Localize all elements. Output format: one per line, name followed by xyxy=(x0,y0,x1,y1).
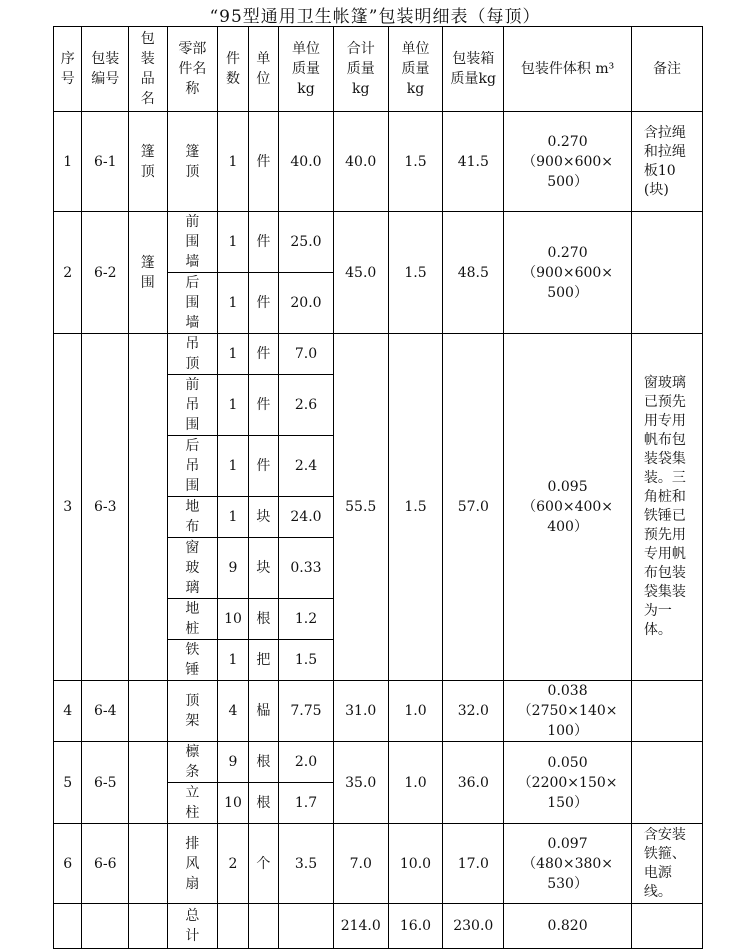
table-row xyxy=(54,742,703,783)
cell-count-text: 9 xyxy=(228,560,238,576)
cell-seq xyxy=(54,742,82,824)
cell-unit-text: 个 xyxy=(256,855,271,872)
cell-total-mass xyxy=(333,212,388,334)
cell-part-text: 后围墙 xyxy=(185,275,200,331)
cell-part xyxy=(167,375,218,436)
cell-count xyxy=(218,112,248,212)
cell-count xyxy=(218,783,248,824)
cell-part-text: 篷顶 xyxy=(185,143,200,180)
cell-product xyxy=(129,212,168,334)
cell-total-mass-text: 35.0 xyxy=(345,774,377,791)
summary-box-mass-text: 230.0 xyxy=(453,918,494,934)
cell-box-mass-text: 48.5 xyxy=(457,264,489,281)
cell-unit-mass-2-text: 1.5 xyxy=(404,499,427,515)
cell-part-text: 后吊围 xyxy=(185,438,200,494)
cell-code xyxy=(82,681,129,742)
cell-seq-text: 2 xyxy=(63,264,73,281)
header-count: 件数 xyxy=(218,27,248,112)
header-row xyxy=(54,27,703,112)
cell-total-mass-text: 40.0 xyxy=(345,153,377,170)
cell-unit-mass-2-text: 1.5 xyxy=(404,264,427,281)
cell-note xyxy=(631,681,702,742)
summary-label-text: 总计 xyxy=(185,908,200,944)
cell-unit xyxy=(248,497,278,538)
cell-product xyxy=(129,112,168,212)
cell-unit-mass-2 xyxy=(388,681,443,742)
cell-seq-text: 4 xyxy=(63,703,73,719)
cell-unit-mass-2 xyxy=(388,824,443,904)
cell-part xyxy=(167,599,218,640)
cell-code-text: 6-4 xyxy=(93,703,117,719)
cell-seq xyxy=(54,681,82,742)
cell-unit-mass-2 xyxy=(388,742,443,824)
cell-unit-mass xyxy=(279,824,334,904)
cell-part-text: 地桩 xyxy=(185,601,200,637)
cell-count-text: 4 xyxy=(228,703,238,719)
cell-part xyxy=(167,640,218,681)
cell-unit-text: 块 xyxy=(256,560,271,576)
cell-part xyxy=(167,112,218,212)
cell-unit-text: 件 xyxy=(256,234,271,250)
cell-count-text: 2 xyxy=(228,855,238,872)
cell-code-text: 6-5 xyxy=(93,774,117,791)
header-unit-mass: 单位质量kg xyxy=(279,27,334,112)
cell-unit-text: 榀 xyxy=(256,703,271,719)
cell-unit-mass xyxy=(279,742,334,783)
cell-count xyxy=(218,538,248,599)
cell-part xyxy=(167,783,218,824)
cell-part xyxy=(167,742,218,783)
summary-unit-mass-2-text: 16.0 xyxy=(399,918,432,934)
cell-count xyxy=(218,681,248,742)
header-unit: 单位 xyxy=(248,27,278,112)
cell-unit-mass-text: 25.0 xyxy=(290,234,322,250)
cell-unit-mass xyxy=(279,681,334,742)
summary-volume xyxy=(504,904,632,949)
cell-count xyxy=(218,212,248,273)
cell-count-text: 1 xyxy=(228,346,238,362)
cell-unit-text: 块 xyxy=(256,509,271,525)
cell-part-text: 前围墙 xyxy=(185,214,200,270)
cell-unit xyxy=(248,824,278,904)
cell-unit-mass xyxy=(279,538,334,599)
cell-note xyxy=(631,212,702,334)
cell-unit xyxy=(248,783,278,824)
cell-total-mass-text: 7.0 xyxy=(349,855,372,872)
cell-count-text: 10 xyxy=(224,611,242,627)
cell-code-text: 6-3 xyxy=(93,499,117,515)
cell-note xyxy=(631,334,702,681)
cell-product xyxy=(129,681,168,742)
cell-count-text: 1 xyxy=(228,153,238,170)
cell-box-mass xyxy=(443,334,504,681)
cell-unit-mass xyxy=(279,273,334,334)
cell-unit-mass xyxy=(279,112,334,212)
cell-box-mass xyxy=(443,824,504,904)
cell-unit-mass xyxy=(279,783,334,824)
cell-part-text: 檩条 xyxy=(185,744,200,780)
cell-unit-text: 件 xyxy=(256,295,271,311)
cell-count xyxy=(218,640,248,681)
cell-total-mass xyxy=(333,824,388,904)
cell-total-mass xyxy=(333,112,388,212)
cell-unit-mass-text: 24.0 xyxy=(290,509,322,525)
cell-volume-text: 0.050 （2200×150× 150） xyxy=(517,754,618,811)
cell-unit-mass-2-text: 1.0 xyxy=(404,774,427,791)
cell-count xyxy=(218,599,248,640)
cell-unit xyxy=(248,334,278,375)
cell-unit-mass-text: 20.0 xyxy=(290,295,322,311)
cell-seq-text: 5 xyxy=(63,774,73,791)
cell-product xyxy=(129,334,168,681)
cell-unit xyxy=(248,681,278,742)
cell-volume-text: 0.270 （900×600× 500） xyxy=(522,244,614,301)
cell-part xyxy=(167,497,218,538)
table-row xyxy=(54,824,703,904)
cell-part xyxy=(167,334,218,375)
cell-unit xyxy=(248,538,278,599)
cell-part-text: 地布 xyxy=(185,499,200,535)
cell-count xyxy=(218,742,248,783)
cell-seq xyxy=(54,212,82,334)
cell-volume xyxy=(504,112,632,212)
cell-unit xyxy=(248,375,278,436)
cell-part-text: 吊顶 xyxy=(185,336,200,372)
cell-code xyxy=(82,212,129,334)
cell-unit-text: 根 xyxy=(256,795,271,811)
cell-unit-text: 件 xyxy=(256,458,271,474)
cell-count xyxy=(218,497,248,538)
cell-code xyxy=(82,824,129,904)
summary-box-mass xyxy=(443,904,504,949)
cell-unit-mass-text: 1.2 xyxy=(294,611,318,627)
cell-count xyxy=(218,273,248,334)
cell-code-text: 6-6 xyxy=(93,855,117,872)
cell-part-text: 立柱 xyxy=(185,785,200,821)
cell-unit-mass xyxy=(279,640,334,681)
cell-count xyxy=(218,436,248,497)
cell-volume xyxy=(504,334,632,681)
cell-seq-text: 6 xyxy=(63,855,73,872)
cell-part-text: 排风扇 xyxy=(185,835,200,892)
cell-unit-mass-text: 1.7 xyxy=(294,795,318,811)
cell-unit xyxy=(248,436,278,497)
cell-unit-mass-text: 2.0 xyxy=(294,754,318,770)
summary-label xyxy=(167,904,218,949)
cell-unit-text: 根 xyxy=(256,611,271,627)
header-box-mass: 包装箱质量kg xyxy=(443,27,504,112)
cell-unit xyxy=(248,640,278,681)
cell-total-mass-text: 55.5 xyxy=(345,499,377,515)
header-volume: 包装件体积 m³ xyxy=(504,27,632,112)
cell-unit xyxy=(248,273,278,334)
cell-unit xyxy=(248,742,278,783)
cell-count-text: 1 xyxy=(228,234,238,250)
cell-count-text: 1 xyxy=(228,397,238,413)
cell-total-mass xyxy=(333,742,388,824)
cell-unit-mass xyxy=(279,212,334,273)
cell-product-text: 篷顶 xyxy=(140,143,155,180)
cell-part-text: 窗玻璃 xyxy=(185,540,200,596)
cell-part xyxy=(167,212,218,273)
cell-unit-mass xyxy=(279,334,334,375)
cell-code xyxy=(82,112,129,212)
cell-count-text: 10 xyxy=(224,795,242,811)
cell-unit-mass xyxy=(279,599,334,640)
cell-total-mass xyxy=(333,334,388,681)
cell-unit-mass-text: 2.6 xyxy=(294,397,318,413)
cell-unit-mass xyxy=(279,904,334,949)
summary-volume-text: 0.820 xyxy=(547,918,588,934)
cell-unit-mass-text: 7.0 xyxy=(294,346,318,362)
cell-unit-text: 根 xyxy=(256,754,271,770)
cell-product xyxy=(129,742,168,824)
cell-product-text: 篷围 xyxy=(140,254,155,291)
header-total-mass: 合计质量kg xyxy=(333,27,388,112)
cell-unit-mass-2 xyxy=(388,334,443,681)
cell-product xyxy=(129,824,168,904)
cell-count-text: 9 xyxy=(228,754,238,770)
cell-unit-mass-2-text: 1.5 xyxy=(404,153,427,170)
cell-box-mass-text: 57.0 xyxy=(457,499,489,515)
cell-unit-mass-2-text: 1.0 xyxy=(404,703,427,719)
cell-note xyxy=(631,742,702,824)
cell-count-text: 1 xyxy=(228,458,238,474)
cell-count xyxy=(218,375,248,436)
cell-unit-mass-text: 40.0 xyxy=(290,153,322,170)
cell-part xyxy=(167,824,218,904)
cell-product xyxy=(129,904,168,949)
cell-part xyxy=(167,436,218,497)
cell-unit-mass xyxy=(279,436,334,497)
cell-count xyxy=(218,904,248,949)
cell-box-mass xyxy=(443,112,504,212)
cell-note-text: 含安装铁箍、电源线。 xyxy=(643,826,686,900)
cell-unit xyxy=(248,212,278,273)
cell-count-text: 1 xyxy=(228,652,238,668)
cell-box-mass xyxy=(443,681,504,742)
cell-part-text: 顶架 xyxy=(185,693,200,729)
header-product: 包装品名 xyxy=(129,27,168,112)
cell-part-text: 铁锤 xyxy=(185,642,200,678)
cell-unit-text: 件 xyxy=(256,153,271,170)
cell-total-mass-text: 31.0 xyxy=(345,703,377,719)
cell-box-mass-text: 17.0 xyxy=(457,855,489,872)
cell-volume-text: 0.038 （2750×140× 100） xyxy=(517,683,618,739)
header-seq: 序号 xyxy=(54,27,82,112)
cell-unit xyxy=(248,112,278,212)
cell-part xyxy=(167,538,218,599)
cell-volume-text: 0.097 （480×380× 530） xyxy=(522,835,614,892)
cell-volume-text: 0.270 （900×600× 500） xyxy=(522,133,614,190)
cell-volume xyxy=(504,742,632,824)
cell-note-text: 窗玻璃已预先用专用帆布包装袋集装。三角桩和铁锤已预先用专用帆布包装袋集装为一体。 xyxy=(643,375,686,638)
cell-unit-mass-text: 0.33 xyxy=(290,560,322,576)
cell-unit xyxy=(248,599,278,640)
cell-box-mass-text: 41.5 xyxy=(457,153,489,170)
cell-note xyxy=(631,824,702,904)
cell-unit-mass-2 xyxy=(388,212,443,334)
cell-total-mass-text: 45.0 xyxy=(345,264,377,281)
packing-table xyxy=(53,26,703,949)
page-title: “95型通用卫生帐篷”包装明细表（每顶） xyxy=(209,7,541,27)
cell-unit-mass xyxy=(279,375,334,436)
cell-volume xyxy=(504,681,632,742)
summary-total-mass-text: 214.0 xyxy=(340,918,381,934)
summary-total-mass xyxy=(333,904,388,949)
header-unit-mass-2: 单位质量kg xyxy=(388,27,443,112)
cell-part xyxy=(167,681,218,742)
cell-unit-mass-2-text: 10.0 xyxy=(399,855,432,872)
cell-unit-mass-text: 3.5 xyxy=(294,855,318,872)
cell-volume-text: 0.095 （600×400× 400） xyxy=(522,479,614,535)
cell-unit-mass-text: 1.5 xyxy=(294,652,318,668)
cell-volume xyxy=(504,824,632,904)
cell-unit-mass-text: 7.75 xyxy=(290,703,322,719)
cell-code xyxy=(82,742,129,824)
cell-note xyxy=(631,112,702,212)
cell-unit-text: 件 xyxy=(256,346,271,362)
cell-unit xyxy=(248,904,278,949)
cell-unit-mass xyxy=(279,497,334,538)
table-row xyxy=(54,212,703,273)
summary-unit-mass-2 xyxy=(388,904,443,949)
cell-count-text: 1 xyxy=(228,509,238,525)
cell-total-mass xyxy=(333,681,388,742)
cell-seq xyxy=(54,112,82,212)
summary-row xyxy=(54,904,703,949)
cell-count xyxy=(218,334,248,375)
cell-part-text: 前吊围 xyxy=(185,377,200,433)
cell-code-text: 6-1 xyxy=(93,153,117,170)
cell-box-mass xyxy=(443,742,504,824)
cell-box-mass xyxy=(443,212,504,334)
cell-count-text: 1 xyxy=(228,295,238,311)
table-row xyxy=(54,334,703,375)
cell-box-mass-text: 36.0 xyxy=(457,774,489,791)
cell-note xyxy=(631,904,702,949)
cell-unit-text: 件 xyxy=(256,397,271,413)
cell-seq-text: 1 xyxy=(63,153,73,170)
cell-unit-mass-text: 2.4 xyxy=(294,458,318,474)
cell-code xyxy=(82,904,129,949)
cell-seq xyxy=(54,334,82,681)
cell-volume xyxy=(504,212,632,334)
cell-code xyxy=(82,334,129,681)
cell-seq-text: 3 xyxy=(63,499,73,515)
cell-count xyxy=(218,824,248,904)
cell-unit-text: 把 xyxy=(256,652,271,668)
cell-note-text: 含拉绳和拉绳板10(块) xyxy=(643,124,686,198)
cell-box-mass-text: 32.0 xyxy=(457,703,489,719)
header-part: 零部件名称 xyxy=(167,27,218,112)
cell-part xyxy=(167,273,218,334)
cell-seq xyxy=(54,824,82,904)
table-row xyxy=(54,112,703,212)
header-note: 备注 xyxy=(631,27,702,112)
cell-seq xyxy=(54,904,82,949)
header-code: 包装编号 xyxy=(82,27,129,112)
cell-unit-mass-2 xyxy=(388,112,443,212)
table-row xyxy=(54,681,703,742)
cell-code-text: 6-2 xyxy=(93,264,117,281)
